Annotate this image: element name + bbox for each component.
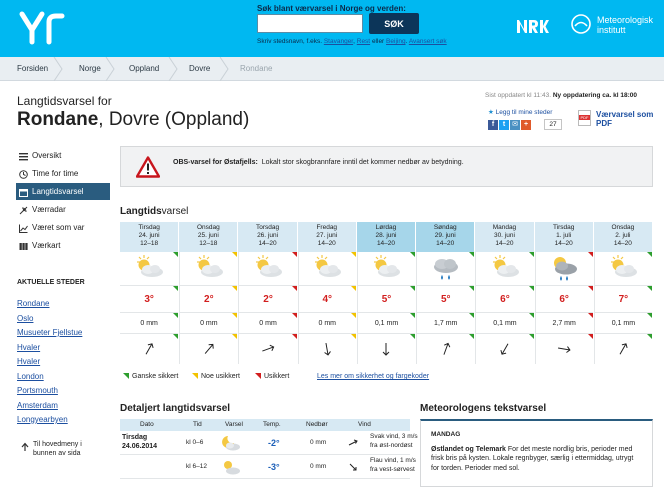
row-time: kl 0–6	[186, 439, 204, 446]
last-updated: Sist oppdatert kl 11:43.	[485, 92, 552, 99]
forecast-temperature: 2°	[238, 286, 296, 313]
nrk-logo[interactable]	[515, 17, 551, 35]
confidence-marker	[529, 286, 534, 291]
row-wind-speed: Flau vind, 1 m/s	[370, 457, 416, 464]
confidence-marker	[351, 252, 356, 257]
column-header: Tid	[193, 421, 202, 428]
detailed-table-header	[120, 419, 410, 431]
row-temperature: -3°	[268, 462, 280, 472]
sidebar-item-vaeret-som-var[interactable]	[16, 219, 110, 237]
place-link[interactable]: Hvaler	[17, 342, 41, 352]
warning-body: Lokalt stor skogbrannfare inntil det kommer nedbør av betydning.	[261, 159, 464, 166]
wind-arrow-icon	[348, 462, 358, 472]
confidence-marker	[292, 252, 297, 257]
radar-icon	[19, 206, 28, 215]
forecast-time: 14–20	[436, 240, 455, 247]
page-title	[17, 109, 249, 131]
forecast-day: Onsdag	[196, 224, 220, 231]
forecast-precipitation: 0,1 mm	[475, 313, 533, 334]
confidence-marker	[173, 286, 178, 291]
forecast-day-column[interactable]	[179, 222, 238, 364]
arrow-up-icon	[20, 442, 30, 452]
legend-label: Usikkert	[264, 373, 290, 380]
sidebar-nav	[16, 147, 110, 255]
forecast-heading	[120, 206, 188, 217]
pdf-link[interactable]	[596, 110, 653, 128]
forecast-day-header	[357, 222, 415, 252]
row-precipitation: 0 mm	[310, 463, 327, 470]
partly-cloudy-icon	[488, 254, 522, 284]
weather-warning	[120, 146, 653, 187]
confidence-marker	[410, 313, 415, 318]
confidence-marker	[588, 286, 593, 291]
confidence-info-link[interactable]: Les mer om sikkerhet og fargekoder	[317, 373, 430, 380]
wind-arrow-icon	[140, 339, 159, 358]
breadcrumb-item-oppland[interactable]: Oppland	[129, 64, 160, 73]
confidence-marker	[232, 334, 237, 339]
forecast-precipitation: 0 mm	[238, 313, 296, 334]
search-hint	[257, 38, 447, 45]
forecast-time: 14–20	[613, 240, 632, 247]
clock-icon	[19, 170, 28, 179]
detailed-heading	[120, 403, 230, 414]
sidebar-item-time-for-time[interactable]	[16, 165, 110, 183]
place-link[interactable]: Portsmouth	[17, 386, 58, 395]
advanced-search-link[interactable]: Avansert søk	[408, 38, 447, 45]
forecast-wind-cell	[535, 334, 593, 364]
pdf-icon[interactable]: PDF	[578, 110, 591, 126]
forecast-symbol-cell	[120, 252, 178, 286]
forecast-precipitation: 0 mm	[120, 313, 178, 334]
wind-arrow-icon	[495, 339, 514, 358]
row-time: kl 6–12	[186, 463, 207, 470]
sun-rain-icon	[547, 254, 581, 284]
legend-item-red	[255, 373, 289, 380]
confidence-marker	[647, 286, 652, 291]
forecast-day-column[interactable]	[238, 222, 297, 364]
sidebar-item-langtidsvarsel[interactable]	[16, 183, 110, 201]
forecast-wind-cell	[475, 334, 533, 364]
place-link[interactable]: Musueter Fjellstue	[17, 328, 83, 337]
forecast-day: Onsdag	[611, 224, 635, 231]
forecast-time: 12–18	[140, 240, 159, 247]
confidence-marker	[410, 286, 415, 291]
row-precipitation: 0 mm	[310, 439, 327, 446]
search-label: Søk blant værvarsel i Norge og verden:	[257, 4, 406, 13]
forecast-symbol-cell	[475, 252, 533, 286]
star-icon: ★	[488, 109, 494, 116]
forecast-day-header	[238, 222, 296, 252]
sidebar-item-vaerradar[interactable]	[16, 201, 110, 219]
forecast-day-header	[475, 222, 533, 252]
confidence-marker	[588, 334, 593, 339]
confidence-marker	[173, 313, 178, 318]
confidence-marker	[292, 313, 297, 318]
forecast-precipitation: 0,1 mm	[357, 313, 415, 334]
wind-arrow-icon	[199, 339, 219, 359]
forecast-temperature: 6°	[475, 286, 533, 313]
email-icon[interactable]: ✉	[510, 120, 520, 130]
forecast-wind-cell	[357, 334, 415, 364]
forecast-date: 27. juni	[316, 232, 338, 239]
column-header: Vind	[358, 421, 371, 428]
green-triangle-icon	[123, 373, 129, 379]
confidence-marker	[529, 313, 534, 318]
place-link[interactable]: Oslo	[17, 313, 34, 323]
forecast-time: 14–20	[258, 240, 277, 247]
forecast-day-header	[120, 222, 178, 252]
column-header: Dato	[140, 421, 154, 428]
forecast-symbol-cell	[238, 252, 296, 286]
forecast-date: 24. juni	[138, 232, 160, 239]
forecast-precipitation: 0,1 mm	[594, 313, 652, 334]
breadcrumb-separator-icon	[105, 57, 115, 81]
confidence-marker	[351, 286, 356, 291]
confidence-marker	[469, 334, 474, 339]
sidebar-item-label: Oversikt	[32, 151, 62, 160]
forecast-symbol-cell	[298, 252, 356, 286]
hint-separator: ,	[353, 38, 355, 45]
warning-title: OBS-varsel for Østafjells:	[173, 159, 258, 166]
warning-icon	[136, 156, 160, 178]
met-institute-name[interactable]	[597, 15, 653, 35]
partly-cloudy-icon	[310, 254, 344, 284]
back-to-menu-link[interactable]	[17, 440, 107, 458]
confidence-marker	[469, 286, 474, 291]
met-name-line: Meteorologisk	[597, 15, 654, 25]
place-link[interactable]: Amsterdam	[17, 400, 58, 410]
forecast-symbol-cell	[416, 252, 474, 286]
detailed-table	[120, 419, 418, 479]
hint-separator: eller	[371, 38, 385, 45]
forecast-day-column[interactable]	[298, 222, 357, 364]
search-input[interactable]	[257, 14, 363, 33]
meteo-region: Østlandet og Telemark	[431, 445, 506, 453]
table-row	[120, 455, 416, 479]
confidence-marker	[232, 286, 237, 291]
forecast-temperature: 2°	[179, 286, 237, 313]
forecast-wind-cell	[120, 334, 178, 364]
confidence-marker	[588, 313, 593, 318]
forecast-temperature: 5°	[357, 286, 415, 313]
forecast-day: Mandag	[492, 224, 517, 231]
row-wind-direction: fra vest-sørvest	[370, 466, 415, 473]
map-icon	[19, 242, 28, 251]
next-update: Ny oppdatering ca. kl 18:00	[552, 92, 637, 99]
wind-arrow-icon	[437, 340, 455, 358]
confidence-marker	[351, 334, 356, 339]
place-link[interactable]: Rondane	[17, 299, 50, 308]
forecast-day: Tirsdag	[552, 224, 575, 231]
place-link[interactable]: Longyearbyen	[17, 415, 68, 424]
breadcrumb-item-dovre[interactable]: Dovre	[189, 64, 211, 73]
confidence-marker	[529, 334, 534, 339]
red-triangle-icon	[255, 373, 261, 379]
search-button[interactable]: SØK	[369, 13, 419, 34]
forecast-heading-rest: varsel	[161, 206, 189, 217]
forecast-precipitation: 0 mm	[179, 313, 237, 334]
share-count: 27	[544, 119, 562, 130]
column-header: Nedbør	[306, 421, 328, 428]
meteo-day: MANDAG	[431, 431, 461, 438]
wind-arrow-icon	[556, 341, 572, 357]
breadcrumb-separator-icon	[219, 57, 229, 81]
calendar-icon	[19, 188, 28, 197]
forecast-temperature: 7°	[594, 286, 652, 313]
wind-arrow-icon	[259, 340, 277, 358]
confidence-marker	[647, 313, 652, 318]
wind-arrow-icon	[379, 342, 393, 356]
confidence-marker	[232, 313, 237, 318]
partly-cloudy-icon	[369, 254, 403, 284]
confidence-marker	[292, 334, 297, 339]
forecast-heading-bold: Langtids	[120, 206, 162, 217]
place-link[interactable]: Hvaler	[17, 357, 41, 366]
places-heading: AKTUELLE STEDER	[17, 279, 85, 286]
forecast-day: Lørdag	[375, 224, 397, 231]
confidence-marker	[173, 334, 178, 339]
column-header: Varsel	[225, 421, 243, 428]
forecast-wind-cell	[416, 334, 474, 364]
sidebar-item-label: Værkart	[32, 241, 61, 250]
partly-cloudy-icon	[220, 458, 242, 476]
page-pretitle: Langtidsvarsel for	[17, 94, 112, 108]
favorite-label: Legg til mine steder	[495, 109, 553, 116]
confidence-marker	[469, 313, 474, 318]
yr-logo[interactable]	[16, 8, 68, 48]
update-status	[485, 92, 637, 99]
forecast-precipitation: 2,7 mm	[535, 313, 593, 334]
sidebar-item-oversikt[interactable]	[16, 147, 110, 165]
forecast-time: 14–20	[554, 240, 573, 247]
forecast-date: 25. juni	[197, 232, 219, 239]
forecast-time: 14–20	[495, 240, 514, 247]
facebook-icon[interactable]: f	[488, 120, 498, 130]
breadcrumb	[0, 57, 664, 81]
forecast-date: 28. juni	[375, 232, 397, 239]
twitter-icon[interactable]: t	[499, 120, 509, 130]
sidebar-item-label: Time for time	[32, 169, 79, 178]
breadcrumb-item-forsiden[interactable]: Forsiden	[17, 64, 49, 73]
breadcrumb-separator-icon	[168, 57, 178, 81]
sidebar-item-label: Langtidsvarsel	[32, 187, 84, 196]
confidence-marker	[469, 252, 474, 257]
confidence-marker	[647, 334, 652, 339]
forecast-symbol-cell	[535, 252, 593, 286]
column-header: Temp.	[263, 421, 281, 428]
breadcrumb-separator-icon	[53, 57, 63, 81]
forecast-precipitation: 0 mm	[298, 313, 356, 334]
met-institute-logo[interactable]	[570, 13, 592, 35]
sidebar-item-label: Værradar	[32, 205, 66, 214]
site-header	[0, 0, 664, 57]
forecast-time: 14–20	[376, 240, 396, 247]
meteorologist-heading: Meteorologens tekstvarsel	[420, 403, 547, 414]
meteo-body: For det meste nordlig bris, perioder med frisk bris på kysten. Lokale regnbyger, særlig i ettermiddag, utrygt for torden. Perioder med sol.	[431, 445, 634, 472]
row-temperature: -2°	[268, 438, 280, 448]
breadcrumb-item-current: Rondane	[240, 64, 273, 73]
forecast-table	[120, 222, 653, 364]
detailed-heading-text: Detaljert langtidsvarsel	[120, 403, 231, 414]
hint-link-stavanger[interactable]: Stavanger	[323, 38, 354, 45]
row-date: 24.06.2014	[122, 443, 158, 450]
add-favorite-link[interactable]	[488, 108, 552, 116]
forecast-day-column[interactable]	[120, 222, 179, 364]
confidence-marker	[351, 313, 356, 318]
forecast-temperature: 4°	[298, 286, 356, 313]
met-name-line: institutt	[597, 25, 626, 35]
sidebar-item-vaerkart[interactable]	[16, 237, 110, 255]
hint-prefix: Skriv stedsnavn, f.eks.	[257, 38, 323, 45]
confidence-marker	[588, 252, 593, 257]
back-to-menu-label: Til hovedmeny i bunnen av sida	[33, 441, 82, 457]
legend-item-green	[123, 373, 178, 380]
forecast-date: 30. juni	[493, 232, 515, 239]
row-wind-direction: fra øst-nordøst	[370, 442, 413, 449]
forecast-day: Torsdag	[255, 224, 280, 231]
forecast-day-column[interactable]	[594, 222, 653, 364]
pdf-link-line: Værvarsel som	[596, 110, 654, 119]
confidence-marker	[529, 252, 534, 257]
forecast-wind-cell	[298, 334, 356, 364]
row-wind-speed: Svak vind, 3 m/s	[370, 433, 418, 440]
partly-cloudy-icon	[606, 254, 640, 284]
confidence-marker	[232, 252, 237, 257]
forecast-day-header	[416, 222, 474, 252]
warning-text	[173, 159, 464, 166]
forecast-date: 1. juli	[556, 232, 572, 239]
forecast-time: 12–18	[199, 240, 218, 247]
title-region: , Dovre (Oppland)	[98, 109, 250, 130]
forecast-symbol-cell	[179, 252, 237, 286]
legend-item-yellow	[192, 373, 240, 380]
yellow-triangle-icon	[192, 373, 198, 379]
partly-cloudy-icon	[192, 254, 226, 284]
confidence-marker	[173, 252, 178, 257]
legend-label: Ganske sikkert	[132, 373, 179, 380]
forecast-wind-cell	[179, 334, 237, 364]
hint-separator: .	[405, 38, 408, 45]
confidence-marker	[410, 252, 415, 257]
forecast-wind-cell	[238, 334, 296, 364]
wind-arrow-icon	[614, 339, 633, 358]
forecast-symbol-cell	[357, 252, 415, 286]
forecast-time: 14–20	[317, 240, 336, 247]
hint-link-beijing[interactable]: Beijing	[386, 38, 406, 45]
forecast-day: Tirsdag	[138, 224, 160, 231]
forecast-date: 2. juli	[615, 232, 631, 239]
wind-arrow-icon	[348, 438, 358, 448]
share-buttons	[488, 119, 532, 130]
forecast-temperature: 3°	[120, 286, 178, 313]
confidence-marker	[647, 252, 652, 257]
title-place: Rondane	[17, 109, 99, 130]
partly-cloudy-icon	[251, 254, 285, 284]
forecast-date: 29. juni	[434, 232, 456, 239]
forecast-day: Søndag	[433, 224, 457, 231]
forecast-day-header	[594, 222, 652, 252]
meteo-text	[431, 445, 642, 474]
forecast-day-header	[535, 222, 593, 252]
forecast-day-header	[179, 222, 237, 252]
forecast-day: Fredag	[316, 224, 338, 231]
forecast-temperature: 5°	[416, 286, 474, 313]
rain-cloud-icon	[429, 254, 463, 284]
row-date-day: Tirsdag	[122, 434, 148, 441]
partly-cloudy-icon	[132, 254, 166, 284]
forecast-symbol-cell	[594, 252, 652, 286]
sidebar-item-label: Været som var	[32, 223, 85, 232]
hint-link-rest[interactable]: Rest	[356, 38, 371, 45]
legend-label: Noe usikkert	[201, 373, 240, 380]
forecast-temperature: 6°	[535, 286, 593, 313]
forecast-day-header	[298, 222, 356, 252]
pdf-link-line: PDF	[596, 119, 612, 128]
forecast-date: 26. juni	[257, 232, 279, 239]
table-row	[120, 431, 418, 455]
meteorologist-text-box	[420, 419, 653, 487]
list-icon	[19, 152, 28, 161]
moon-cloud-icon	[220, 434, 242, 452]
chart-icon	[19, 224, 28, 233]
wind-arrow-icon	[319, 341, 335, 357]
forecast-precipitation: 1,7 mm	[416, 313, 474, 334]
forecast-day-column[interactable]	[357, 222, 416, 364]
confidence-marker	[410, 334, 415, 339]
share-icon[interactable]: +	[521, 120, 531, 130]
confidence-marker	[292, 286, 297, 291]
forecast-wind-cell	[594, 334, 652, 364]
forecast-day-column[interactable]	[416, 222, 475, 364]
forecast-day-column[interactable]	[535, 222, 594, 364]
place-link[interactable]: London	[17, 371, 44, 381]
breadcrumb-item-norge[interactable]: Norge	[79, 64, 101, 73]
places-list	[17, 297, 82, 428]
forecast-day-column[interactable]	[475, 222, 534, 364]
